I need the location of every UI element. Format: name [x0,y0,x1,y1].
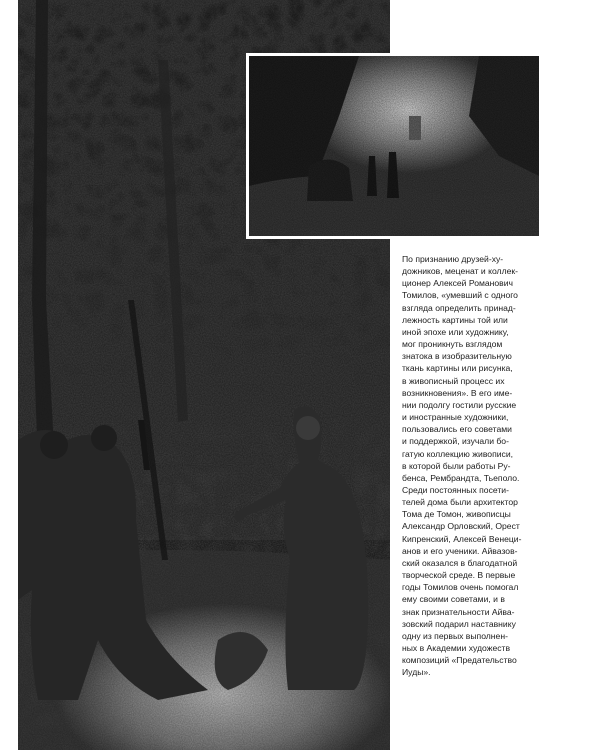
inset-frame [246,53,542,239]
article-text: По признанию друзей-ху- дожников, меценат и коллек- ционер Алексей Романович Томилов, «умевший с одного взгляда определить принад- лежность картины той или иной эпохе или художнику, мог проникнуть взглядом знатока в изобразительную ткань картины или рисунка, в живописный процесс их возникновения». В его име- нии подолгу гостили русские и иностранные художники, пользовались его советами и поддержкой, изучали бо- гатую коллекцию живописи, в которой были работы Ру- бенса, Рембрандта, Тьеполо. Среди постоянных посети- телей дома были архитектор Тома де Томон, живописцы Александр Орловский, Орест Кипренский, Алексей Венеци- анов и его ученики. Айвазов- ский оказался в благодатной творческой среде. В первые годы Томилов очень помогал ему своими советами, и в знак признательности Айва- зовский подарил наставнику одну из первых выполнен- ных в Академии художеств композиций «Предательство Иуды». [402,254,522,678]
inset-illustration [249,56,539,236]
